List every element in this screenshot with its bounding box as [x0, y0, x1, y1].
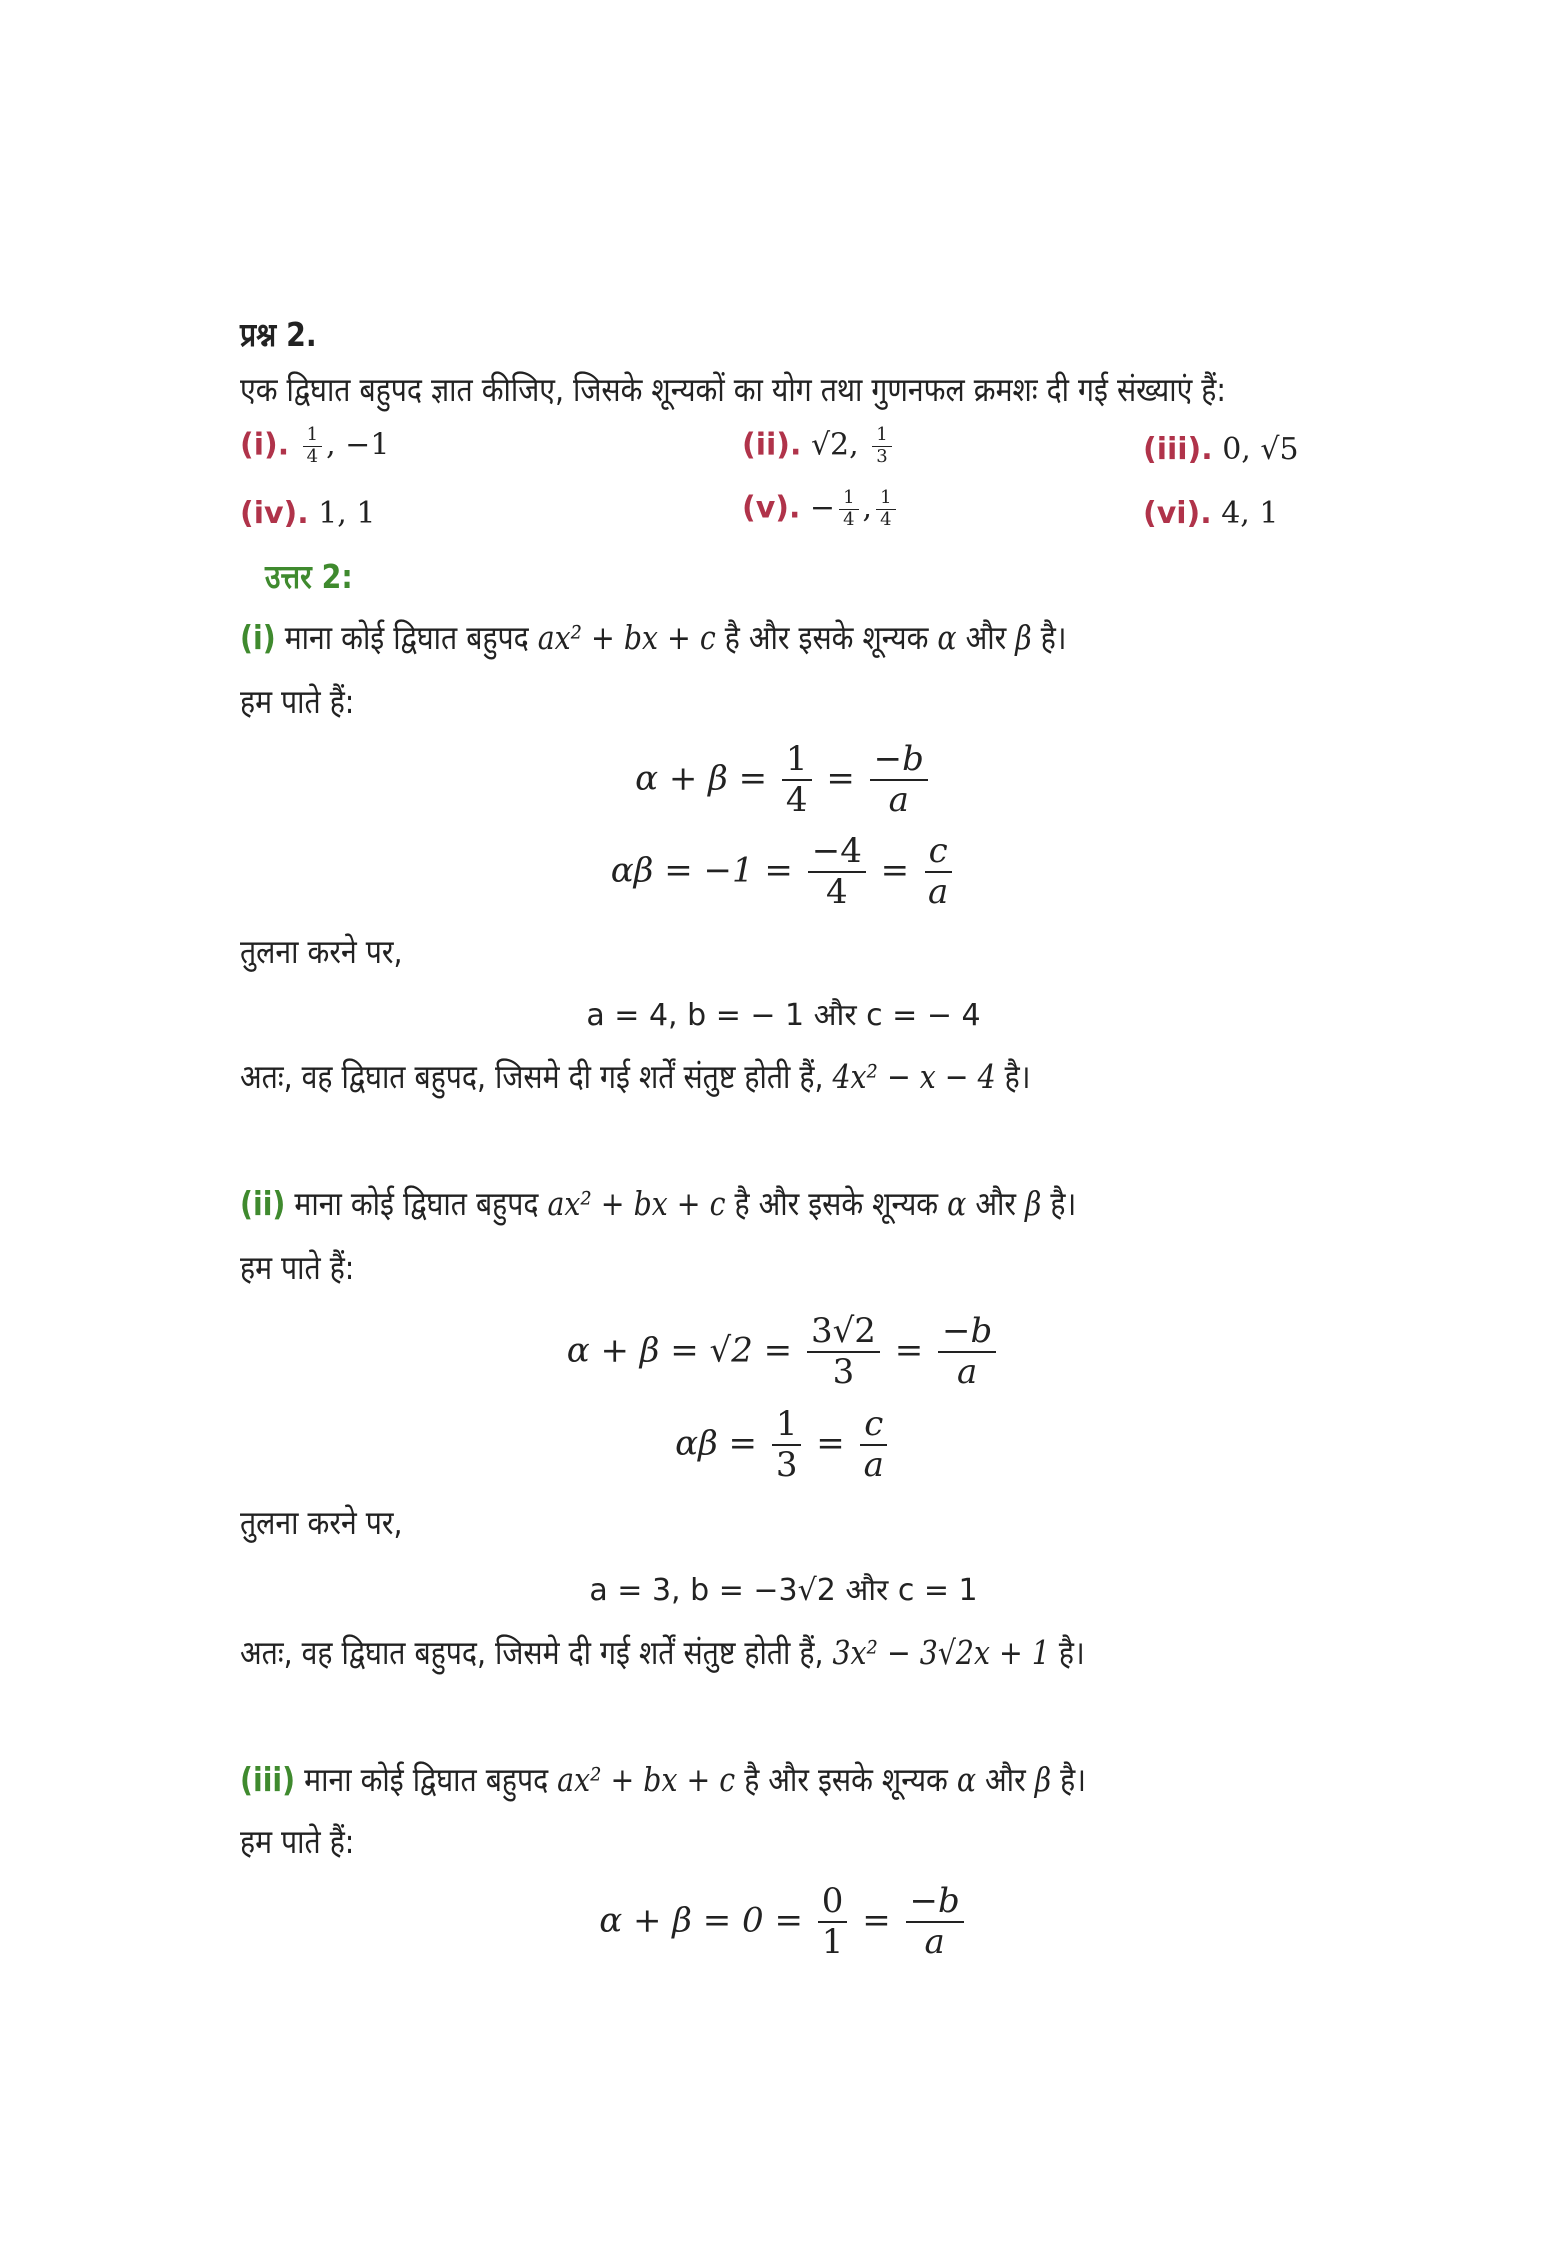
part-ii-result: a = 3, b = −3√2 और c = 1	[589, 1573, 978, 1608]
option-iv: (iv). 1, 1	[240, 496, 376, 531]
part-i-intro: (i) माना कोई द्विघात बहुपद ax² + bx + c है और इसके शून्यक α और β है।	[240, 618, 1067, 657]
part-ii-eq1: α + β = √2 = $\frac{3√2}{3}$ = $\frac{-b}{a}$	[0, 1312, 1567, 1392]
part-iii-intro: (iii) माना कोई द्विघात बहुपद ax² + bx + c है और इसके शून्यक α और β है।	[240, 1760, 1086, 1799]
option-ii: (ii). √2, $\frac{1}{3}$	[742, 425, 896, 467]
part-i-eq1: α + β = $\frac{1}{4}$ = $\frac{-b}{a}$	[0, 740, 1567, 820]
part-i-eq2: αβ = −1 = $\frac{-4}{4}$ = $\frac{c}{a}$	[0, 832, 1567, 912]
option-vi: (vi). 4, 1	[1143, 496, 1279, 531]
part-ii-compare: तुलना करने पर,	[240, 1503, 403, 1542]
part-ii-we-get: हम पाते हैं:	[240, 1248, 355, 1287]
part-i-result: a = 4, b = − 1 और c = − 4	[586, 998, 981, 1033]
part-i-conclusion: अतः, वह द्विघात बहुपद, जिसमे दी गई शर्तें संतुष्ट होती हैं, 4x² − x − 4 है।	[240, 1057, 1031, 1096]
option-v: (v). − $\frac{1}{4}$ , $\frac{1}{4}$	[742, 488, 900, 530]
part-iii-we-get: हम पाते हैं:	[240, 1822, 355, 1861]
part-i-we-get: हम पाते हैं:	[240, 682, 355, 721]
part-ii-intro: (ii) माना कोई द्विघात बहुपद ax² + bx + c है और इसके शून्यक α और β है।	[240, 1184, 1077, 1223]
option-iii: (iii). 0, √5	[1143, 432, 1299, 467]
question-title: प्रश्न 2.	[240, 315, 317, 354]
option-i: (i). $\frac{1}{4}$ , −1	[240, 424, 390, 467]
part-ii-eq2: αβ = $\frac{1}{3}$ = $\frac{c}{a}$	[0, 1405, 1567, 1485]
part-iii-eq1: α + β = 0 = $\frac{0}{1}$ = $\frac{-b}{a}$	[0, 1882, 1567, 1962]
question-text: एक द्विघात बहुपद ज्ञात कीजिए, जिसके शून्यकों का योग तथा गुणनफल क्रमशः दी गई संख्याएं हैं:	[240, 370, 1226, 409]
part-i-compare: तुलना करने पर,	[240, 932, 403, 971]
part-ii-conclusion: अतः, वह द्विघात बहुपद, जिसमे दी गई शर्तें संतुष्ट होती हैं, 3x² − 3√2x + 1 है।	[240, 1633, 1085, 1672]
answer-title: उत्तर 2:	[265, 557, 353, 596]
